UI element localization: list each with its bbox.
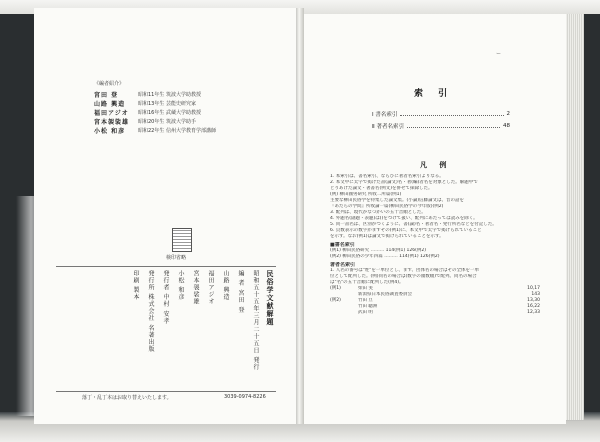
legend-line: 主要な柳田民俗学を特集した論文集。(小論)信藤論文は、昔の話を [330,198,465,203]
legend-line: 1. 本索引は、書名索引、ならびに著者名索引よりなる。 [330,174,444,179]
editor-name: 福田アジオ [94,110,129,117]
entry-page: 16,22 [527,304,540,309]
legend-line: 4. 外題名(副題・表題)は()をつけて扱い、配列にあたっては読みを除く。 [330,216,478,221]
book-gutter [296,8,304,424]
editor-row [94,126,274,135]
author-index-note: は"名"の五十音順に配列した(例4)。 [330,280,404,285]
contents-label: Ⅱ 著者名索引 [372,124,404,130]
entry-name: 武田 明 [358,310,373,315]
legend-line: 『あたらの学問』所收論一篇(柳田民俗学の今年版)(例2) [330,204,444,209]
legend-line: 3. 配列は、現代かなづかいの五十音順とした。 [330,210,426,215]
entry-page: 12,33 [527,310,540,315]
isbn-code: 3039-0974-8226 [224,394,266,400]
colophon-editor: 山路 興造 [222,270,229,301]
legend-line: 2. 本文中に太字で掲げた書(論文)名・著(編)者名を対象とした。解題中で [330,180,478,185]
colophon-bottom-rule [56,391,276,392]
colophon-publisher: 発行所 株式会社 名著出版 [147,270,154,353]
seal-stamp-box [172,228,192,252]
colophon-editor: 福田アジオ [207,270,214,305]
title-index-example: (例2) 柳田民俗の少年四篇 ……… 114(例1) 126(例2) [330,254,440,259]
entry-name: 柴田 実 [358,286,373,291]
title-index-example: (例1) 柳田民俗研究 ……… 114(例1) 126(例2) [330,248,427,253]
editor-name: 宮田 登 [94,92,119,99]
entry-name: 竹田 聴洲 [358,304,378,309]
editor-row [94,99,274,108]
corner-mark: ー [496,51,502,57]
seal-label: 検印省略 [166,255,187,261]
left-page [34,8,296,424]
editor-name: 宮本袈裟雄 [94,119,130,126]
index-contents [372,108,510,132]
index-title: 索 引 [414,89,454,99]
contents-page: 48 [503,123,510,129]
colophon-book-title: 民俗学文献解題 [266,270,274,326]
editor-affiliation: 昭和13年生 芸能史研究家 [138,101,196,107]
entry-name: 新潟県日本民俗調査委員会 [358,292,412,297]
page-fore-edge [566,14,584,420]
contents-row [372,108,510,120]
colophon-top-rule [56,266,276,267]
entry-name: 竹田 旦 [358,298,373,303]
editor-list [94,80,274,135]
entry-mark [330,310,358,316]
entry-page: 10,17 [527,286,540,291]
editor-row [94,90,274,99]
title-index-heading: ■書名索引 [330,242,355,248]
author-index-note: 1. 人名の番号は"姓"を一単位とし、まず、団体名の場合はその全体を一単 [330,268,480,273]
author-index-note: 位として配列した。(例)同名の場合は(数字の頭数順)で配列。同名の場合 [330,274,477,279]
legend-line: 5. 同一書名は、区別がつくように、書(論)名・著者名・発行所名などを付記した。 [330,222,497,227]
legend-body [330,174,540,316]
entry-page: 13,30 [527,298,540,303]
legend-line: を示す。なお(例1)は論文で掲げられていることを示す。 [330,234,444,239]
editor-row [94,117,274,126]
colophon-printer: 印刷 製本 [132,270,139,301]
editor-list-heading: 《編者紹介》 [94,81,125,87]
contents-label: Ⅰ 書名索引 [372,112,398,118]
author-index-heading: 著者名索引 [330,262,356,268]
editor-name: 山路 興造 [94,101,126,108]
entry-mark: (例1) [330,286,341,291]
leader-dots [407,124,500,128]
right-page [304,14,566,424]
colophon-editor: 宮本袈裟雄 [192,270,199,305]
legend-heading: 凡 例 [420,161,452,169]
contents-row [372,120,510,132]
editor-affiliation: 昭和16年生 武蔵大学助教授 [138,110,201,116]
editor-affiliation: 昭和11年生 筑波大学助教授 [138,92,201,98]
colophon-publication-date: 昭和五十五年三月二十五日 発行 [252,270,259,371]
editor-row [94,108,274,117]
colophon-editor: 編 者 宮田 登 [237,270,244,314]
colophon-columns [64,270,274,388]
editor-affiliation: 昭和22年生 信州大学教育学部講師 [138,128,216,134]
legend-line: とりあげた論文・著書名(例文)を併せて採録した。 [330,186,433,191]
entry-mark: (例2) [330,298,341,303]
entry-page: 143 [531,292,540,297]
colophon-editor: 小松 和彦 [177,270,184,301]
leader-dots [400,112,503,116]
editor-affiliation: 昭和20年生 筑波大学助手 [138,119,196,125]
replacement-notice: 落丁・乱丁本はお取り替えいたします。 [82,395,172,401]
legend-line: 6. 頁数表示の数字がまずその(例1)に、本文中で太字で掲げられていること [330,228,482,233]
colophon-publisher-person: 発行者 中村 安孝 [162,270,169,325]
editor-name: 小松 和彦 [94,128,126,135]
contents-page: 2 [506,111,510,117]
legend-line: (例) 柳田國男研究 所收二所篇(例1) [330,192,402,197]
author-entry [330,310,540,316]
